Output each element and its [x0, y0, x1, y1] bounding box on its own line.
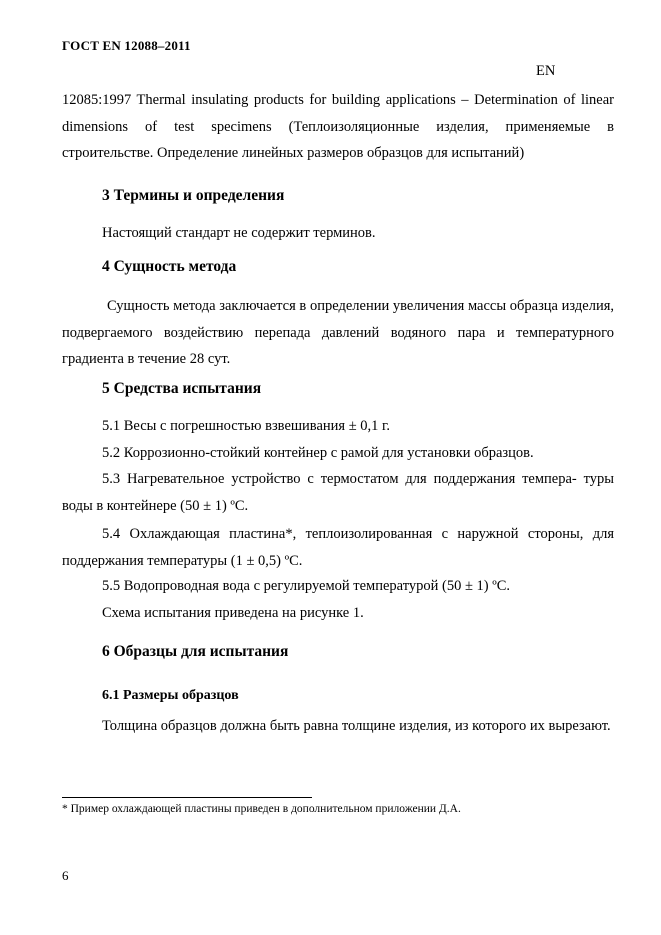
section-4-heading: 4 Сущность метода — [102, 258, 237, 275]
scheme-reference: Схема испытания приведена на рисунке 1. — [102, 605, 364, 621]
footnote: * Пример охлаждающей пластины приведен в дополнительном приложении Д.А. — [62, 803, 461, 815]
footnote-rule — [62, 797, 312, 798]
document-header: ГОСТ EN 12088–2011 — [62, 38, 191, 53]
item-5-2: 5.2 Коррозионно-стойкий контейнер с рамой для установки образцов. — [102, 445, 534, 461]
section-5-heading: 5 Средства испытания — [102, 380, 262, 397]
section-6-heading: 6 Образцы для испытания — [102, 643, 289, 660]
subsection-6-1-heading: 6.1 Размеры образцов — [102, 688, 239, 703]
page-number: 6 — [62, 868, 69, 883]
section-3-text: Настоящий стандарт не содержит терминов. — [102, 225, 376, 241]
en-label: EN — [536, 63, 556, 79]
section-6-1-text: Толщина образцов должна быть равна толщине изделия, из которого их вырезают. — [102, 718, 611, 734]
section-3-heading: 3 Термины и определения — [102, 187, 285, 204]
item-5-4: 5.4 Охлаждающая пластина*, теплоизолированная с наружной стороны, для поддержания температуры (1 ± 0,5) ºС. — [62, 526, 614, 569]
item-5-3: 5.3 Нагревательное устройство с термостатом для поддержания темпера- туры воды в контейнере (50 ± 1) ºС. — [62, 471, 614, 514]
reference-paragraph: 12085:1997 Thermal insulating products for building applications – Determination of linear dimensions of test specimens (Теплоизоляционные изделия, применяемые в строительстве. Определение линейных размеров образцов для испытаний) — [62, 92, 614, 161]
item-5-1: 5.1 Весы с погрешностью взвешивания ± 0,1 г. — [102, 418, 390, 434]
section-4-text: Сущность метода заключается в определении увеличения массы образца изделия, подвергаемого воздействию перепада давлений водяного пара и температурного градиента в течение 28 сут. — [62, 298, 614, 367]
item-5-5: 5.5 Водопроводная вода с регулируемой температурой (50 ± 1) ºС. — [102, 578, 511, 594]
